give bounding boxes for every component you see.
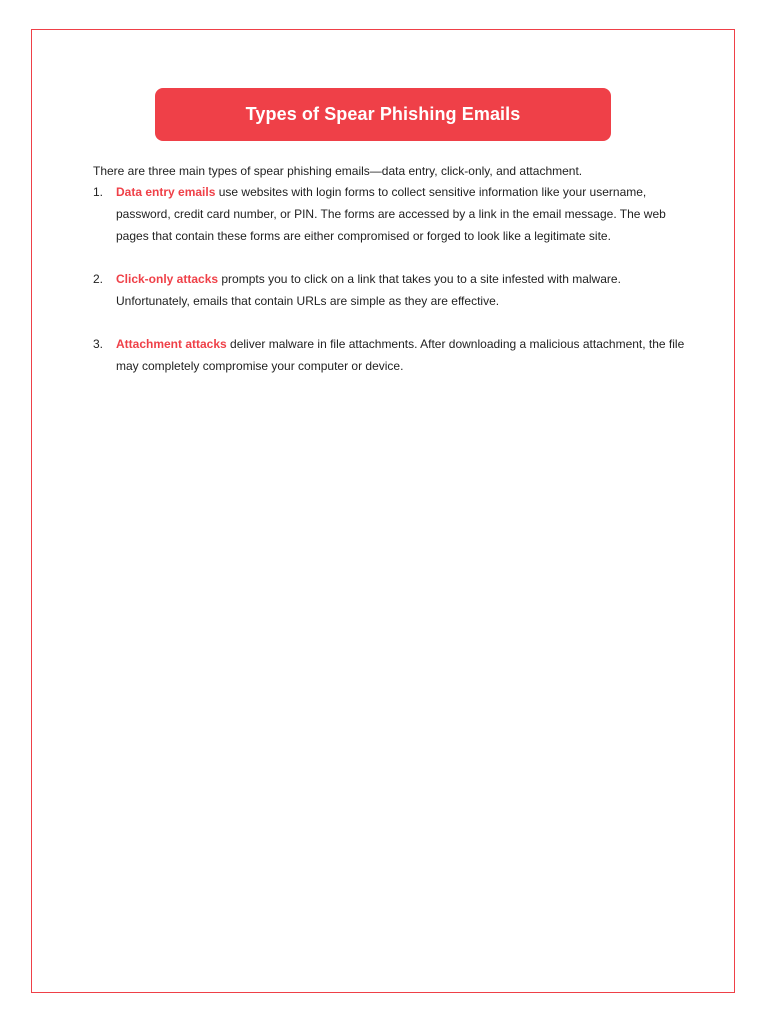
spear-phishing-types-list — [93, 181, 693, 398]
list-item-number: 1. — [93, 185, 104, 199]
list-item-click-only — [93, 268, 693, 312]
list-item-text: deliver malware in file attachments. After downloading a malicious attachment, the file may completely compromise your computer or device. — [116, 337, 685, 373]
list-item-number: 3. — [93, 337, 104, 351]
list-item-data-entry — [93, 181, 693, 247]
list-item-number: 2. — [93, 272, 104, 286]
list-item-attachment — [93, 333, 693, 377]
list-item-term: Attachment attacks — [116, 337, 227, 351]
title-banner — [155, 88, 611, 141]
list-item-term: Data entry emails — [116, 185, 216, 199]
intro-paragraph: There are three main types of spear phishing emails—data entry, click-only, and attachment. — [93, 164, 583, 178]
list-item-text: use websites with login forms to collect sensitive information like your username, password, credit card number, or PIN. The forms are accessed by a link in the email message. The web pages that contain these forms are either compromised or forged to look like a legitimate site. — [116, 185, 666, 243]
list-item-term: Click-only attacks — [116, 272, 219, 286]
list-item-text: prompts you to click on a link that takes you to a site infested with malware. Unfortunately, emails that contain URLs are simple as they are effective. — [116, 272, 621, 308]
page-title: Types of Spear Phishing Emails — [245, 104, 521, 124]
